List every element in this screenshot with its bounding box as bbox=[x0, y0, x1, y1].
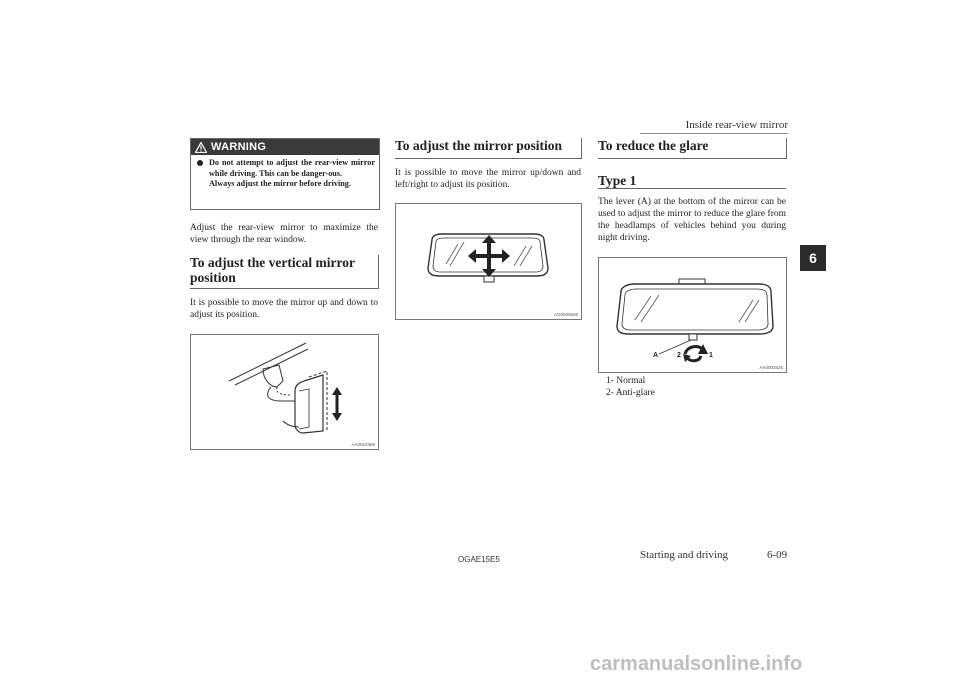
vertical-mirror-illustration bbox=[191, 335, 378, 449]
vertical-paragraph: It is possible to move the mirror up and down to adjust its position. bbox=[190, 298, 378, 320]
chapter-tab: 6 bbox=[800, 245, 826, 271]
mirror-position-heading-box bbox=[395, 138, 582, 159]
glare-paragraph: The lever (A) at the bottom of the mirror can be used to adjust the mirror to reduce the glare from the headlamps of vehicles behind you during night driving. bbox=[598, 197, 786, 243]
figure-code: AA0022369 bbox=[351, 442, 375, 447]
figure-code: AG0005506 bbox=[553, 312, 578, 317]
mirror-position-paragraph: It is possible to move the mirror up/down and left/right to adjust its position. bbox=[395, 168, 581, 190]
glare-title: To reduce the glare bbox=[598, 138, 709, 153]
warning-triangle-icon bbox=[195, 142, 207, 153]
warning-header bbox=[191, 139, 379, 155]
warning-label: WARNING bbox=[211, 141, 267, 153]
type1-heading-box bbox=[598, 173, 786, 189]
vertical-mirror-figure bbox=[190, 334, 379, 450]
glare-lever-figure bbox=[598, 257, 787, 373]
vertical-section-heading-box bbox=[190, 255, 379, 289]
glare-lever-illustration bbox=[599, 258, 786, 372]
figure-code: AA0003425 bbox=[759, 365, 783, 370]
type1-subtitle: Type 1 bbox=[598, 173, 637, 188]
running-header: Inside rear-view mirror bbox=[685, 119, 788, 131]
bullet-icon bbox=[197, 160, 203, 166]
warning-text-main: Do not attempt to adjust the rear-view mirror while driving. This can be danger-ous. bbox=[209, 158, 375, 178]
warning-body bbox=[191, 155, 379, 190]
intro-paragraph: Adjust the rear-view mirror to maximize the view through the rear window. bbox=[190, 223, 378, 245]
warning-box bbox=[190, 138, 380, 210]
page-number: 6-09 bbox=[767, 549, 788, 561]
header-rule bbox=[640, 133, 788, 134]
glare-heading-box bbox=[598, 138, 787, 159]
warning-text-advice: Always adjust the mirror before driving. bbox=[209, 179, 351, 188]
mirror-position-figure bbox=[395, 203, 582, 320]
vertical-section-title: To adjust the vertical mirror position bbox=[190, 255, 355, 285]
mirror-position-illustration bbox=[396, 204, 581, 319]
document-code: OGAE15E5 bbox=[458, 555, 500, 564]
legend-anti-glare: 2- Anti-glare bbox=[606, 388, 655, 398]
footer-section-name: Starting and driving bbox=[640, 549, 728, 561]
position-label-1: 1 bbox=[709, 352, 713, 359]
legend-normal: 1- Normal bbox=[606, 376, 646, 386]
watermark: carmanualsonline.info bbox=[590, 653, 803, 675]
lever-label-a: A bbox=[653, 352, 659, 359]
mirror-position-title: To adjust the mirror position bbox=[395, 138, 563, 153]
position-label-2: 2 bbox=[677, 352, 681, 359]
